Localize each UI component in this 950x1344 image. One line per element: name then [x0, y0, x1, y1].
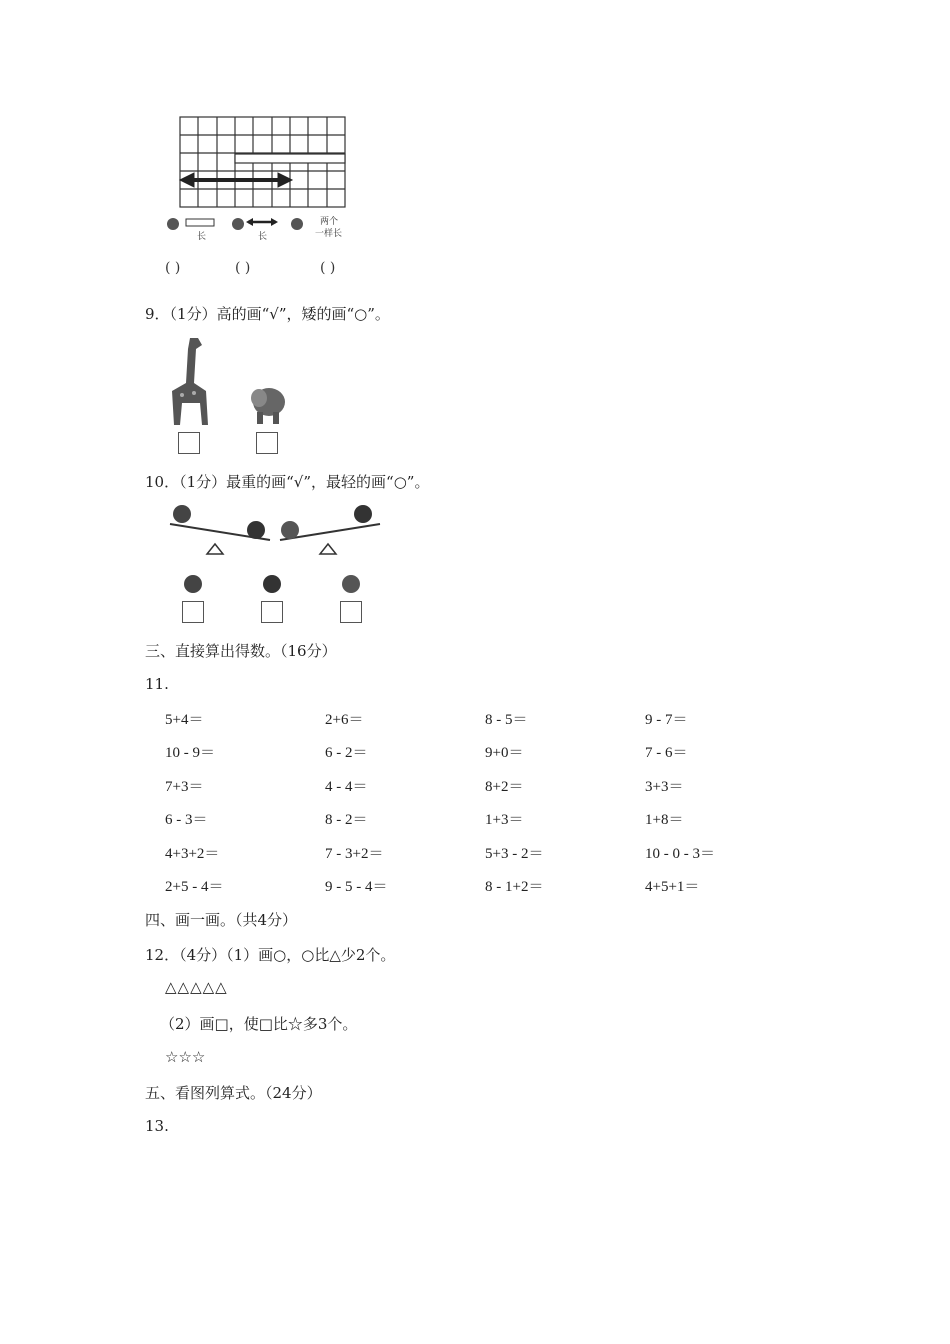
q11-item: 7 - 3+2＝	[325, 846, 384, 862]
section3-title: 三、直接算出得数。（16分）	[145, 642, 337, 660]
answer-blank-2[interactable]: ( )	[235, 260, 251, 276]
label-same-2: 一样长	[315, 229, 343, 239]
q11-item: 9 - 7＝	[645, 712, 688, 728]
pear-icon	[340, 572, 362, 598]
q9-text: 9．（1分）高的画“√”，矮的画“○”。	[145, 305, 390, 323]
scale-right	[280, 505, 380, 554]
double-arrow-icon	[180, 173, 292, 187]
q11-item: 6 - 3＝	[165, 812, 208, 828]
q11-item: 4+3+2＝	[165, 846, 220, 862]
q11-item: 6 - 2＝	[325, 745, 368, 761]
length-comparison-grid	[160, 112, 370, 247]
q11-item: 8 - 5＝	[485, 712, 528, 728]
giraffe-icon	[160, 333, 215, 432]
scales-figure	[160, 498, 390, 562]
q12-triangles: △△△△△	[165, 978, 228, 996]
answer-box-giraffe[interactable]	[178, 432, 200, 454]
q11-item: 8 - 1+2＝	[485, 879, 544, 895]
q11-item: 5+3 - 2＝	[485, 846, 544, 862]
peach-icon	[182, 572, 204, 598]
animal-icons-row	[167, 218, 303, 230]
section5-title: 五、看图列算式。（24分）	[145, 1084, 322, 1102]
q12-part2: （2）画□，使□比☆多3个。	[160, 1015, 358, 1033]
label-long-2: 长	[258, 232, 268, 242]
answer-blank-3[interactable]: ( )	[320, 260, 336, 276]
answer-box-pear[interactable]	[340, 601, 362, 623]
q11-item: 9+0＝	[485, 745, 524, 761]
q11-item: 7 - 6＝	[645, 745, 688, 761]
label-same-1: 两个	[320, 217, 339, 227]
label-long-1: 长	[197, 232, 207, 242]
scale-left	[170, 505, 270, 554]
q11-number: 11.	[145, 675, 169, 693]
q11-item: 10 - 9＝	[165, 745, 215, 761]
elephant-icon	[245, 378, 290, 432]
q11-item: 1+3＝	[485, 812, 524, 828]
answer-box-peach[interactable]	[182, 601, 204, 623]
q11-item: 9 - 5 - 4＝	[325, 879, 388, 895]
q11-item: 2+6＝	[325, 712, 364, 728]
strawberry-icon	[261, 572, 283, 598]
q11-item: 4+5+1＝	[645, 879, 700, 895]
q11-item: 10 - 0 - 3＝	[645, 846, 715, 862]
q11-item: 7+3＝	[165, 779, 204, 795]
answer-blank-1[interactable]: ( )	[165, 260, 181, 276]
q11-item: 8 - 2＝	[325, 812, 368, 828]
q13-number: 13.	[145, 1117, 169, 1135]
q8-figure	[160, 112, 370, 247]
section4-title: 四、画一画。（共4分）	[145, 911, 298, 929]
q11-item: 5+4＝	[165, 712, 204, 728]
q12-stars: ☆☆☆	[165, 1048, 206, 1066]
q11-item: 1+8＝	[645, 812, 684, 828]
q10-text: 10．（1分）最重的画“√”，最轻的画“○”。	[145, 473, 430, 491]
q11-item: 3+3＝	[645, 779, 684, 795]
q11-item: 2+5 - 4＝	[165, 879, 224, 895]
q11-item: 4 - 4＝	[325, 779, 368, 795]
q12-text: 12．（4分）（1）画○，○比△少2个。	[145, 946, 396, 964]
q11-item: 8+2＝	[485, 779, 524, 795]
paper-strip	[235, 154, 345, 163]
answer-box-strawberry[interactable]	[261, 601, 283, 623]
answer-box-elephant[interactable]	[256, 432, 278, 454]
